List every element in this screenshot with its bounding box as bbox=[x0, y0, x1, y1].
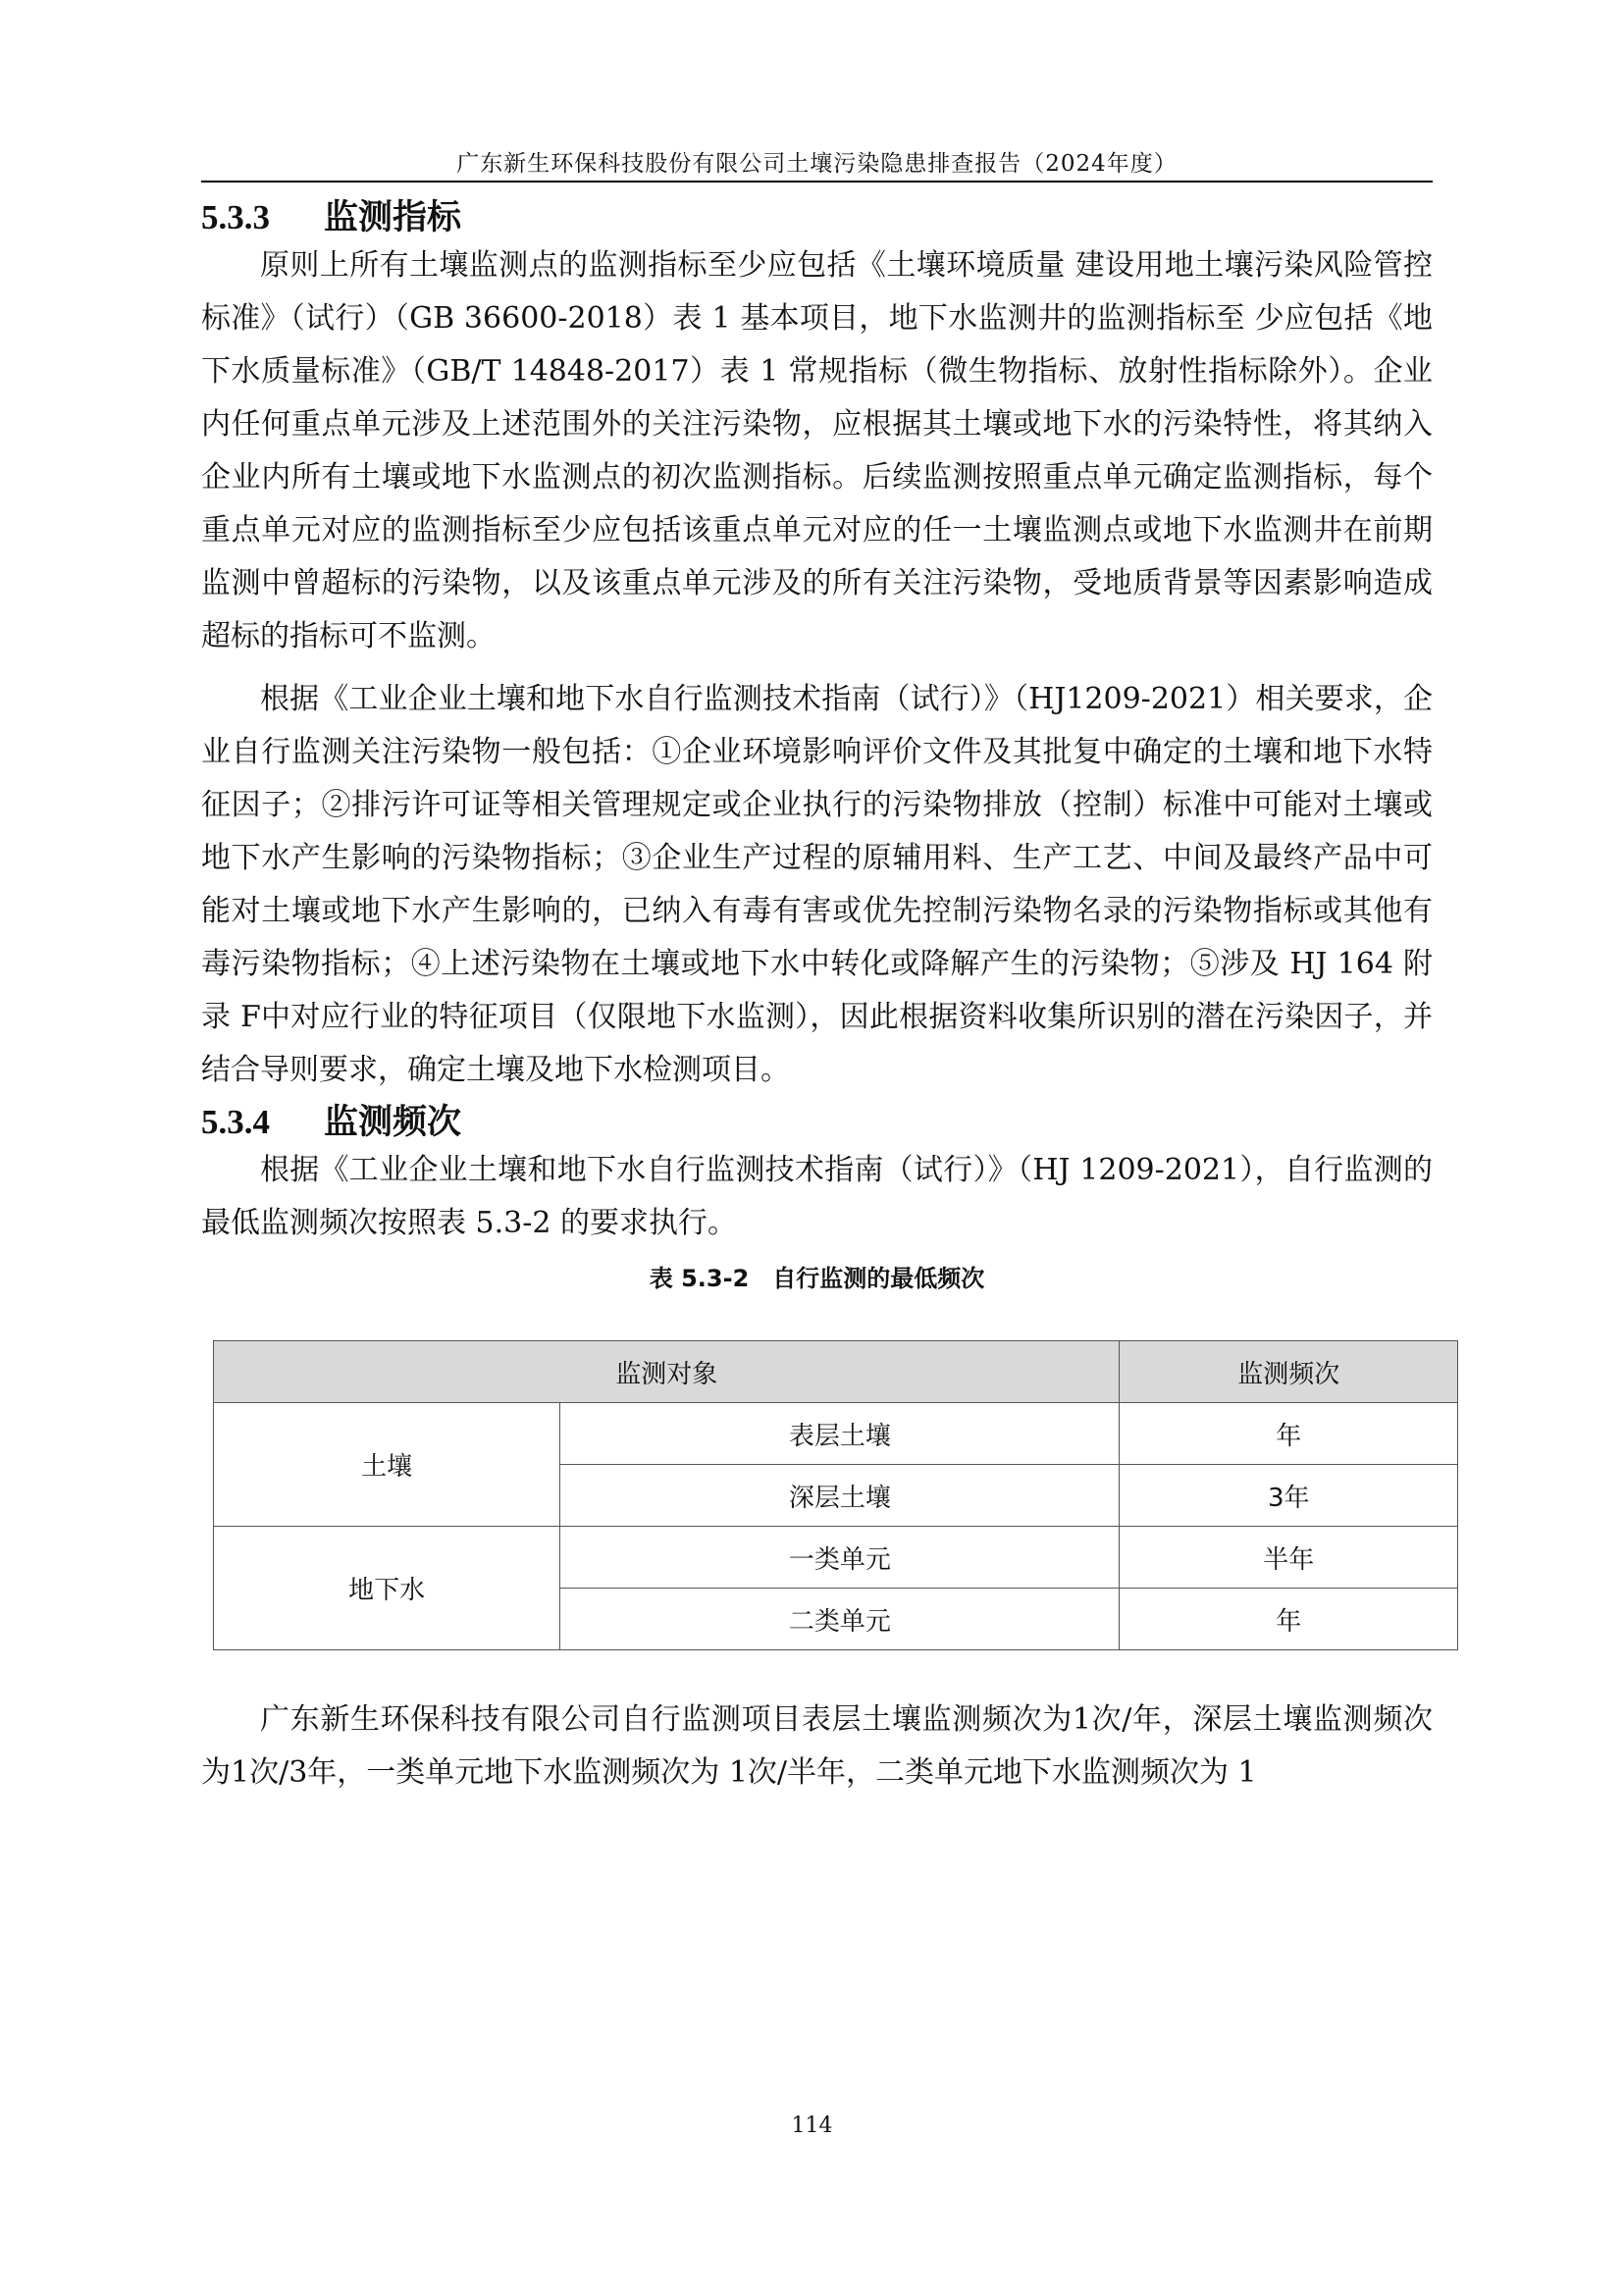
sub-object-cell: 表层土壤 bbox=[560, 1403, 1120, 1465]
paragraph-monitoring-indicators: 原则上所有土壤监测点的监测指标至少应包括《土壤环境质量 建设用地土壤污染风险管控标准》（试行）（GB 36600-2018）表 1 基本项目，地下水监测井的监测指标至 少应包括《地下水质量标准》（GB/T 14848-2017）表 1 常规指标（微生物指标、放射性指标除外）。企业内任何重点单元涉及上述范围外的关注污染物，应根据其土壤或地下水的污染特性，将其纳入企业内所有土壤或地下水监测点的初次监测指标。后续监测按照重点单元确定监测指标，每个重点单元对应的监测指标至少应包括该重点单元对应的任一土壤监测点或地下水监测井在前期监测中曾超标的污染物，以及该重点单元涉及的所有关注污染物，受地质背景等因素影响造成超标的指标可不监测。 bbox=[201, 248, 1433, 653]
section-number: 5.3.4 bbox=[201, 1103, 270, 1141]
header-frequency: 监测频次 bbox=[1120, 1341, 1458, 1403]
section-title: 监测指标 bbox=[324, 198, 462, 237]
group-cell: 地下水 bbox=[214, 1527, 560, 1650]
table-row bbox=[214, 1403, 1458, 1465]
sub-object-cell: 一类单元 bbox=[560, 1527, 1120, 1589]
section-heading-5-3-4 bbox=[201, 1097, 1433, 1148]
page-header: 广东新生环保科技股份有限公司土壤污染隐患排查报告（2024年度） bbox=[456, 151, 1178, 177]
page-number: 114 bbox=[791, 2113, 833, 2138]
sub-object-cell: 深层土壤 bbox=[560, 1465, 1120, 1527]
frequency-cell: 年 bbox=[1120, 1589, 1458, 1650]
table-row bbox=[214, 1527, 1458, 1589]
header-rule bbox=[201, 181, 1433, 183]
frequency-cell: 年 bbox=[1120, 1403, 1458, 1465]
header-object: 监测对象 bbox=[214, 1341, 1120, 1403]
group-cell: 土壤 bbox=[214, 1403, 560, 1527]
frequency-cell: 3年 bbox=[1120, 1465, 1458, 1527]
section-heading-5-3-3 bbox=[201, 192, 1433, 243]
section-number: 5.3.3 bbox=[201, 198, 270, 236]
table-caption: 表 5.3-2 自行监测的最低频次 bbox=[649, 1265, 985, 1292]
frequency-table bbox=[213, 1340, 1458, 1650]
sub-object-cell: 二类单元 bbox=[560, 1589, 1120, 1650]
table-header-row bbox=[214, 1341, 1458, 1403]
section-title: 监测频次 bbox=[324, 1103, 462, 1142]
paragraph-pollutants: 根据《工业企业土壤和地下水自行监测技术指南（试行）》（HJ1209-2021）相关要求，企业自行监测关注污染物一般包括：①企业环境影响评价文件及其批复中确定的土壤和地下水特征因子；②排污许可证等相关管理规定或企业执行的污染物排放（控制）标准中可能对土壤或地下水产生影响的污染物指标；③企业生产过程的原辅用料、生产工艺、中间及最终产品中可能对土壤或地下水产生影响的，已纳入有毒有害或优先控制污染物名录的污染物指标或其他有毒污染物指标；④上述污染物在土壤或地下水中转化或降解产生的污染物；⑤涉及 HJ 164 附录 F中对应行业的特征项目（仅限地下水监测），因此根据资料收集所识别的潜在污染因子，并结合导则要求，确定土壤及地下水检测项目。 bbox=[201, 682, 1433, 1087]
frequency-cell: 半年 bbox=[1120, 1527, 1458, 1589]
page-content bbox=[201, 192, 1433, 1799]
paragraph-frequency-intro: 根据《工业企业土壤和地下水自行监测技术指南（试行）》（HJ 1209-2021），自行监测的最低监测频次按照表 5.3-2 的要求执行。 bbox=[201, 1153, 1433, 1240]
paragraph-frequency-summary: 广东新生环保科技有限公司自行监测项目表层土壤监测频次为1次/年，深层土壤监测频次为1次/3年，一类单元地下水监测频次为 1次/半年，二类单元地下水监测频次为 1 bbox=[201, 1702, 1433, 1790]
